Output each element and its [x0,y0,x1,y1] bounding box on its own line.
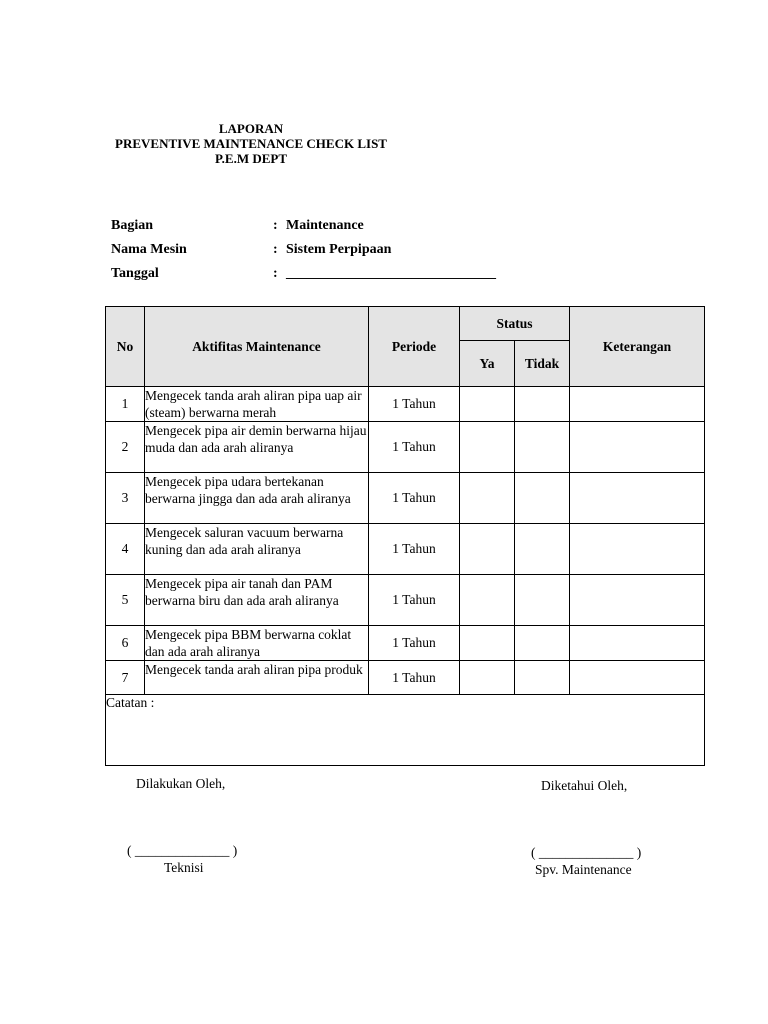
table-row [106,626,705,661]
row-periode: 1 Tahun [369,387,460,422]
keterangan-cell[interactable] [570,626,705,661]
keterangan-cell[interactable] [570,575,705,626]
keterangan-cell[interactable] [570,661,705,695]
row-periode: 1 Tahun [369,473,460,524]
title-line-checklist: PREVENTIVE MAINTENANCE CHECK LIST [115,136,387,151]
header-no: No [106,307,145,387]
signature-right-label: Diketahui Oleh, [541,778,628,793]
status-tidak-cell[interactable] [515,575,570,626]
header-periode: Periode [369,307,460,387]
table-row [106,387,705,422]
row-periode: 1 Tahun [369,422,460,473]
header-keterangan: Keterangan [570,307,705,387]
info-value: ______________________________ [286,266,496,281]
status-ya-cell[interactable] [460,524,515,575]
status-ya-cell[interactable] [460,387,515,422]
document-title [100,121,402,166]
status-tidak-cell[interactable] [515,524,570,575]
status-tidak-cell[interactable] [515,387,570,422]
status-tidak-cell[interactable] [515,473,570,524]
header-tidak: Tidak [515,341,570,387]
row-no: 2 [106,422,145,473]
row-no: 1 [106,387,145,422]
checklist-table [105,306,705,766]
status-tidak-cell[interactable] [515,626,570,661]
info-label: Nama Mesin [111,242,187,257]
signature-left-line: ( ______________ ) [127,843,238,858]
keterangan-cell[interactable] [570,524,705,575]
header-ya: Ya [460,341,515,387]
table-row [106,473,705,524]
info-label: Tanggal [111,266,159,281]
row-no: 7 [106,661,145,695]
info-colon: : [273,218,278,233]
signature-left-label: Dilakukan Oleh, [136,776,226,791]
catatan-row [106,695,705,766]
status-ya-cell[interactable] [460,626,515,661]
row-aktifitas: Mengecek saluran vacuum berwarna kuning dan ada arah aliranya [145,524,369,575]
row-no: 3 [106,473,145,524]
row-aktifitas: Mengecek tanda arah aliran pipa uap air (steam) berwarna merah [145,387,369,422]
row-periode: 1 Tahun [369,661,460,695]
row-periode: 1 Tahun [369,626,460,661]
row-periode: 1 Tahun [369,575,460,626]
status-tidak-cell[interactable] [515,661,570,695]
header-status: Status [460,307,570,341]
title-line-dept: P.E.M DEPT [214,151,288,166]
row-no: 4 [106,524,145,575]
status-tidak-cell[interactable] [515,422,570,473]
info-colon: : [273,266,278,281]
status-ya-cell[interactable] [460,661,515,695]
info-label: Bagian [111,218,154,233]
keterangan-cell[interactable] [570,387,705,422]
keterangan-cell[interactable] [570,473,705,524]
signature-right-role: Spv. Maintenance [535,862,632,877]
row-aktifitas: Mengecek tanda arah aliran pipa produk [145,661,369,695]
row-aktifitas: Mengecek pipa air demin berwarna hijau muda dan ada arah aliranya [145,422,369,473]
table-row [106,524,705,575]
row-periode: 1 Tahun [369,524,460,575]
table-row [106,661,705,695]
status-ya-cell[interactable] [460,422,515,473]
row-no: 6 [106,626,145,661]
info-value: Maintenance [286,218,364,233]
signature-right-line: ( ______________ ) [531,845,642,860]
header-aktifitas: Aktifitas Maintenance [145,307,369,387]
row-no: 5 [106,575,145,626]
status-ya-cell[interactable] [460,575,515,626]
info-colon: : [273,242,278,257]
info-value: Sistem Perpipaan [286,242,392,257]
signature-left-role: Teknisi [164,860,204,875]
row-aktifitas: Mengecek pipa udara bertekanan berwarna jingga dan ada arah aliranya [145,473,369,524]
table-row [106,422,705,473]
status-ya-cell[interactable] [460,473,515,524]
title-line-laporan: LAPORAN [218,121,284,136]
catatan-cell[interactable]: Catatan : [106,695,705,766]
table-row [106,575,705,626]
keterangan-cell[interactable] [570,422,705,473]
row-aktifitas: Mengecek pipa air tanah dan PAM berwarna biru dan ada arah aliranya [145,575,369,626]
row-aktifitas: Mengecek pipa BBM berwarna coklat dan ada arah aliranya [145,626,369,661]
